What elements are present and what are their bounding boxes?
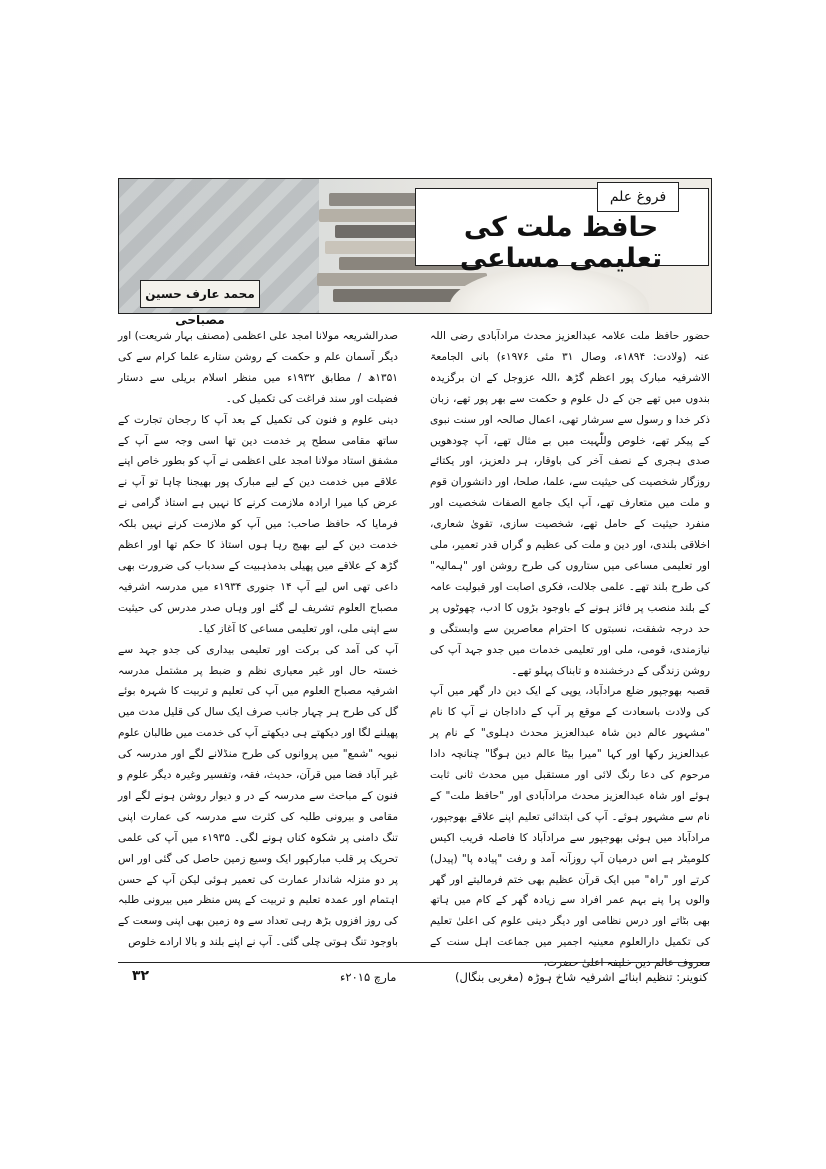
paragraph: قصبہ بھوجپور ضلع مرادآباد، یوپی کے ایک دین دار گھر میں آپ کی ولادت باسعادت کے موقع پر آپ کے داداجان نے آپ کا نام "مشہور عالم دین شاہ عبدالعزیز محدث دہلوی" کے نام پر عبدالعزیز رکھا اور کہا "میرا بیٹا عالم دین ہوگا" چنانچہ دادا مرحوم کی دعا رنگ لائی اور مستقبل میں محدث ثانی ثابت ہوئے اور شاہ عبدالعزیز محدث مرادآبادی اور "حافظ ملت" کے نام سے مشہور ہوئے۔ آپ کی ابتدائی تعلیم اپنے علاقے بھوجپور، مرادآباد میں ہوئی بھوجپور سے مرادآباد کا فاصلہ قریب اکیس کلومیٹر ہے اس درمیان آپ روزآنہ آمد و رفت "پیادہ پا" (پیدل) کرتے اور "راہ" میں ایک قرآن عظیم بھی ختم فرمالیتے اور گھر والوں پرا پنے بہم عمر افراد سے زیادہ گھر کے کام میں ہاتھ بھی بٹاتے اور درس نظامی اور دیگر دینی علوم کی اعلیٰ تعلیم کی تکمیل دارالعلوم معینیہ اجمیر میں جماعت اہل سنت کے معروف عالم دین خلیفہ اعلیٰ حضرت، — [430, 685, 710, 970]
footer-date: مارچ ۲۰۱۵ء — [340, 970, 397, 984]
section-tag: فروغ علم — [597, 182, 679, 212]
column-left — [118, 326, 398, 949]
page-number: ۳۲ — [132, 968, 150, 984]
paragraph: صدرالشریعہ مولانا امجد علی اعظمی (مصنف بہار شریعت) اور دیگر آسمان علم و حکمت کے روشن ستارے علما کرام سے کی ۱۳۵۱ھ / مطابق ۱۹۳۲ء میں منظر اسلام بریلی سے دستار فضیلت اور سند فراغت کی تکمیل کی۔ — [118, 330, 398, 405]
paragraph: دینی علوم و فنون کی تکمیل کے بعد آپ کا رجحان تجارت کے ساتھ مقامی سطح پر خدمت دین تھا اسی وجہ سے آپ کے مشفق استاد مولانا امجد علی اعظمی نے آپ کو بطور خاص اپنے علاقے میں خدمت دین کے لیے مبارک پور بھیجنا چاہا تو آپ نے عرض کیا میرا ارادہ ملازمت کرنے کا نہیں ہے استاذ گرامی نے فرمایا کہ حافظ صاحب: میں آپ کو ملازمت کرنے نہیں بلکہ خدمت دین کے لیے بھیج رہا ہوں استاذ کا حکم تھا اور اعظم گڑھ کے علاقے میں پھیلی بدمذہبیت کے سدباب کی ضرورت بھی داعی تھی اس لیے آپ ۱۴ جنوری ۱۹۳۴ء میں مدرسہ اشرفیہ مصباح العلوم تشریف لے گئے اور وہاں صدر مدرس کی حیثیت سے اپنی ملی، اور تعلیمی مساعی کا آغاز کیا۔ — [118, 413, 398, 635]
column-right — [430, 326, 711, 970]
paragraph: آپ کی آمد کی برکت اور تعلیمی بیداری کی جدو جہد سے خستہ حال اور غیر معیاری نظم و ضبط پر مشتمل مدرسہ اشرفیہ مصباح العلوم میں آپ کی تعلیم و تربیت کا شہرہ بوئے گل کی طرح ہر چہار جانب صرف ایک سال کی قلیل مدت میں پھیلنے لگا اور دیکھتے ہی دیکھتے آپ کی خدمت میں طالبان علوم نبویہ "شمع" میں پروانوں کی طرح منڈلانے لگے اور مدرسہ کی غیر آباد فضا میں قرآن، حدیث، فقہ، وتفسیر وغیرہ دیگر علوم و فنون کے مباحث سے مدرسہ کے در و دیوار روشن ہونے لگے اور مقامی و بیرونی طلبہ کی کثرت سے مدرسہ کی عمارت اپنی تنگ دامنی پر شکوہ کناں ہونے لگی۔ ۱۹۳۵ء میں آپ کی علمی تحریک پر قلب مبارکپور ایک وسیع زمین حاصل کی گئی اور اس پر دو منزلہ شاندار عمارت کی تعمیر ہوئی لیکن آپ کے حسن اہتمام اور عمدہ تعلیم و تربیت کے پس منظر میں بیرونی طلبہ کی روز افزوں بڑھ رہی تعداد سے وہ زمین بھی اپنی وسعت کے باوجود تنگ ہوتی چلی گئی۔ آپ نے اپنے بلند و بالا ارادے خلوص — [118, 643, 398, 949]
footer-divider — [118, 962, 710, 963]
footer-convener: کنوینر: تنظیم ابنائے اشرفیہ شاخ ہوڑہ (مغربی بنگال) — [455, 970, 709, 984]
author-name: محمد عارف حسین مصباحی — [140, 280, 260, 308]
paragraph: حضور حافظ ملت علامہ عبدالعزیز محدث مرادآبادی رضی اللہ عنہ (ولادت: ۱۸۹۴ء، وصال ۳۱ مئی ۱۹۷۶ء) بانی الجامعۃ الاشرفیہ مبارک پور اعظم گڑھ ،اللہ عزوجل کے ان برگزیدہ بندوں میں تھے جن کے دل علوم و حکمت سے بھر پور تھے، زبان ذکر خدا و رسول سے سرشار تھی، اعمال صالحہ اور سنت نبوی کے پیکر تھے، خلوص وللّٰہیت میں بے مثال تھے، آپ چودھویں صدی ہجری کے نصف آخر کی باوقار، ہر دلعزیز، اور یکتائے روزگار شخصیت کی حیثیت سے، علما، صلحا، اور دانشوران قوم و ملت میں متعارف تھے، آپ ایک جامع الصفات شخصیت اور منفرد حیثیت کے حامل تھے، شخصیت سازی، تقویٰ شعاری، اخلاقی بلندی، اور دین و ملت کی عظیم و گراں قدر تعمیر، ملی اور تعلیمی مساعی میں ستاروں کی طرح روشن اور "ہمالیہ" کی طرح بلند تھے۔ علمی جلالت، فکری اصابت اور قبولیت عامہ کے بلند منصب پر فائز ہونے کے باوجود بڑوں کا ادب، چھوٹوں پر حد درجہ شفقت، نسبتوں کا احترام معاصرین سے وابستگی و نیازمندی، قومی، ملی اور تعلیمی خدمات میں جدو جہد آپ کی روشن زندگی کے درخشندہ و تابناک پہلو تھے۔ — [430, 330, 711, 677]
article-title: حافظ ملت کی تعلیمی مساعی — [459, 212, 663, 274]
